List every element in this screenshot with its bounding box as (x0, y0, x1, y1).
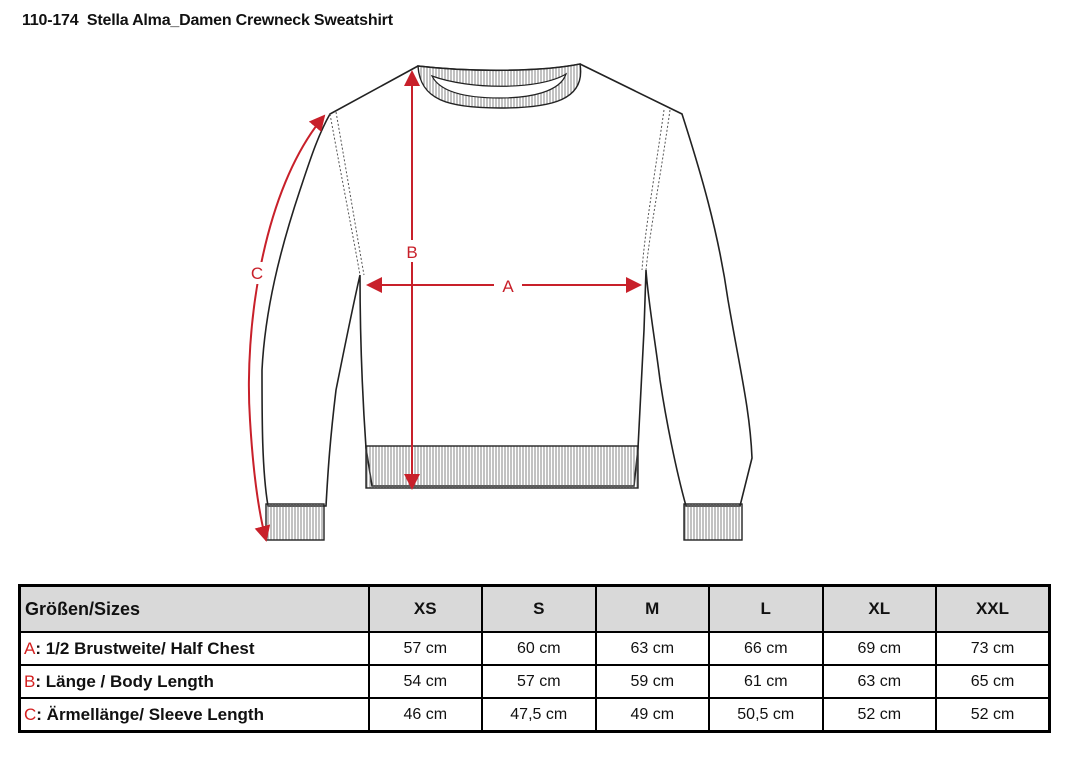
page-title: 110-174 Stella Alma_Damen Crewneck Sweatshirt (22, 12, 393, 29)
size-header: S (482, 586, 596, 633)
size-header: XXL (936, 586, 1050, 633)
table-cell: 57 cm (369, 632, 483, 665)
size-header: L (709, 586, 823, 633)
hem-rib (366, 446, 638, 488)
size-header: M (596, 586, 710, 633)
table-cell: 60 cm (482, 632, 596, 665)
table-cell: 63 cm (823, 665, 937, 698)
table-cell: 59 cm (596, 665, 710, 698)
left-cuff (266, 504, 324, 540)
table-cell: 73 cm (936, 632, 1050, 665)
table-cell: 52 cm (936, 698, 1050, 732)
row-label (20, 665, 369, 698)
row-letter: B (24, 671, 36, 691)
table-cell: 54 cm (369, 665, 483, 698)
dimension-c-label: C (250, 264, 264, 283)
row-letter: C (24, 704, 37, 724)
table-cell: 63 cm (596, 632, 710, 665)
row-label (20, 698, 369, 732)
row-label-text: : Länge / Body Length (35, 671, 214, 691)
table-cell: 46 cm (369, 698, 483, 732)
table-cell: 50,5 cm (709, 698, 823, 732)
table-header-row (20, 586, 1050, 633)
right-cuff (684, 504, 742, 540)
table-cell: 65 cm (936, 665, 1050, 698)
row-label-text: : 1/2 Brustweite/ Half Chest (35, 638, 255, 658)
row-letter: A (24, 638, 36, 658)
size-table (18, 584, 1051, 733)
table-cell: 52 cm (823, 698, 937, 732)
table-cell: 57 cm (482, 665, 596, 698)
table-row (20, 665, 1050, 698)
size-header: XS (369, 586, 483, 633)
row-label (20, 632, 369, 665)
header-label: Größen/Sizes (20, 586, 369, 633)
dimension-b-label: B (406, 243, 418, 262)
table-row (20, 632, 1050, 665)
table-cell: 66 cm (709, 632, 823, 665)
table-cell: 47,5 cm (482, 698, 596, 732)
dimension-a-label: A (502, 277, 514, 296)
size-header: XL (823, 586, 937, 633)
table-cell: 61 cm (709, 665, 823, 698)
table-cell: 49 cm (596, 698, 710, 732)
table-row (20, 698, 1050, 732)
row-label-text: : Ärmellänge/ Sleeve Length (36, 704, 264, 724)
table-cell: 69 cm (823, 632, 937, 665)
